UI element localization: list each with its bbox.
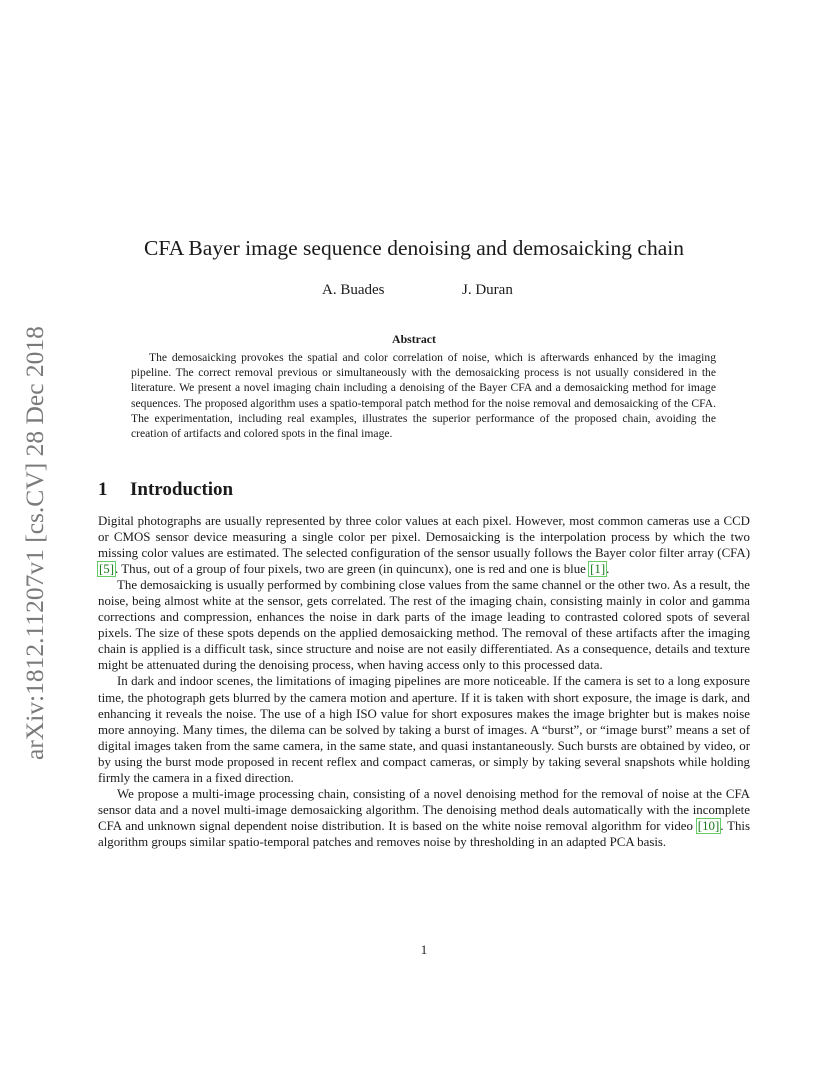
paragraph-4-text-b: . This algorithm groups similar spatio-temporal patches and removes noise by thresholding in an adapted PCA basis. <box>98 818 750 849</box>
citation-link-10[interactable]: [10] <box>697 818 720 833</box>
paragraph-4 <box>98 786 750 850</box>
section-heading-introduction <box>98 478 233 502</box>
paragraph-1-text-c: . <box>606 562 610 577</box>
citation-link-1[interactable]: [1] <box>590 562 606 577</box>
paragraph-1 <box>98 513 750 577</box>
paragraph-1-text-a: Digital photographs are usually represented by three color values at each pixel. However, most common cameras use a CCD or CMOS sensor device measuring a single color per pixel. Demosaicking is the interpolation process by which the two missing color values are estimated. The selected configuration of the sensor usually follows the Bayer color filter array (CFA) <box>98 514 750 561</box>
citation-link-5[interactable]: [5] <box>99 562 115 577</box>
section-number: 1 <box>98 479 108 500</box>
abstract-text: The demosaicking provokes the spatial and color correlation of noise, which is afterwards enhanced by the imaging pipeline. The correct removal previous or simultaneously with the demosaicking process is not usually considered in the literature. We present a novel imaging chain including a denoising of the Bayer CFA and a demosaicking method for image sequences. The proposed algorithm uses a spatio-temporal patch method for the noise removal and demosaicking of the CFA. The experimentation, including real examples, illustrates the superior performance of the proposed chain, avoiding the creation of artifacts and colored spots in the final image. <box>131 351 716 441</box>
paragraph-1-text-b: . Thus, out of a group of four pixels, two are green (in quincunx), one is red and one is blue <box>115 562 590 577</box>
paragraph-3: In dark and indoor scenes, the limitations of imaging pipelines are more noticeable. If the camera is set to a long exposure time, the photograph gets blurred by the camera motion and aperture. If it is taken with short exposure, the image is dark, and enhancing it reveals the noise. The use of a high ISO value for short exposures makes the image brighter but is makes noise more annoying. Many times, the dilema can be solved by taking a burst of images. A “burst”, or “image burst” means a set of digital images taken from the same camera, in the same state, and quasi instantaneously. Such bursts are obtained by video, or by using the burst mode proposed in recent reflex and compact cameras, or simply by taking several snapshots while holding firmly the camera in a fixed direction. <box>98 674 750 785</box>
page-number: 1 <box>420 943 428 957</box>
abstract-heading: Abstract <box>392 332 436 346</box>
paragraph-2: The demosaicking is usually performed by combining close values from the same channel or the other two. As a result, the noise, being almost white at the sensor, gets correlated. The rest of the imaging chain, consisting mainly in color and gamma corrections and compression, enhances the noise in dark parts of the image leading to contrasted colored spots of several pixels. The size of these spots depends on the applied demosaicking method. The removal of these artifacts after the imaging chain is applied is a difficult task, since structure and noise are not easily differentiated. As a consequence, details and texture might be attenuated during the denoising process, when having access only to this processed data. <box>98 578 750 673</box>
paragraph-4-text-a: We propose a multi-image processing chain, consisting of a novel denoising method for the removal of noise at the CFA sensor data and a novel multi-image demosaicking algorithm. The denoising method deals automatically with the incomplete CFA and unknown signal dependent noise distribution. It is based on the white noise removal algorithm for video <box>98 786 750 833</box>
author-buades: A. Buades <box>322 282 385 298</box>
arxiv-identifier-stamp: arXiv:1812.11207v1 [cs.CV] 28 Dec 2018 <box>20 326 49 760</box>
introduction-body <box>98 513 750 850</box>
paper-title: CFA Bayer image sequence denoising and demosaicking chain <box>144 236 684 260</box>
section-title: Introduction <box>130 479 234 500</box>
author-duran: J. Duran <box>462 282 513 298</box>
